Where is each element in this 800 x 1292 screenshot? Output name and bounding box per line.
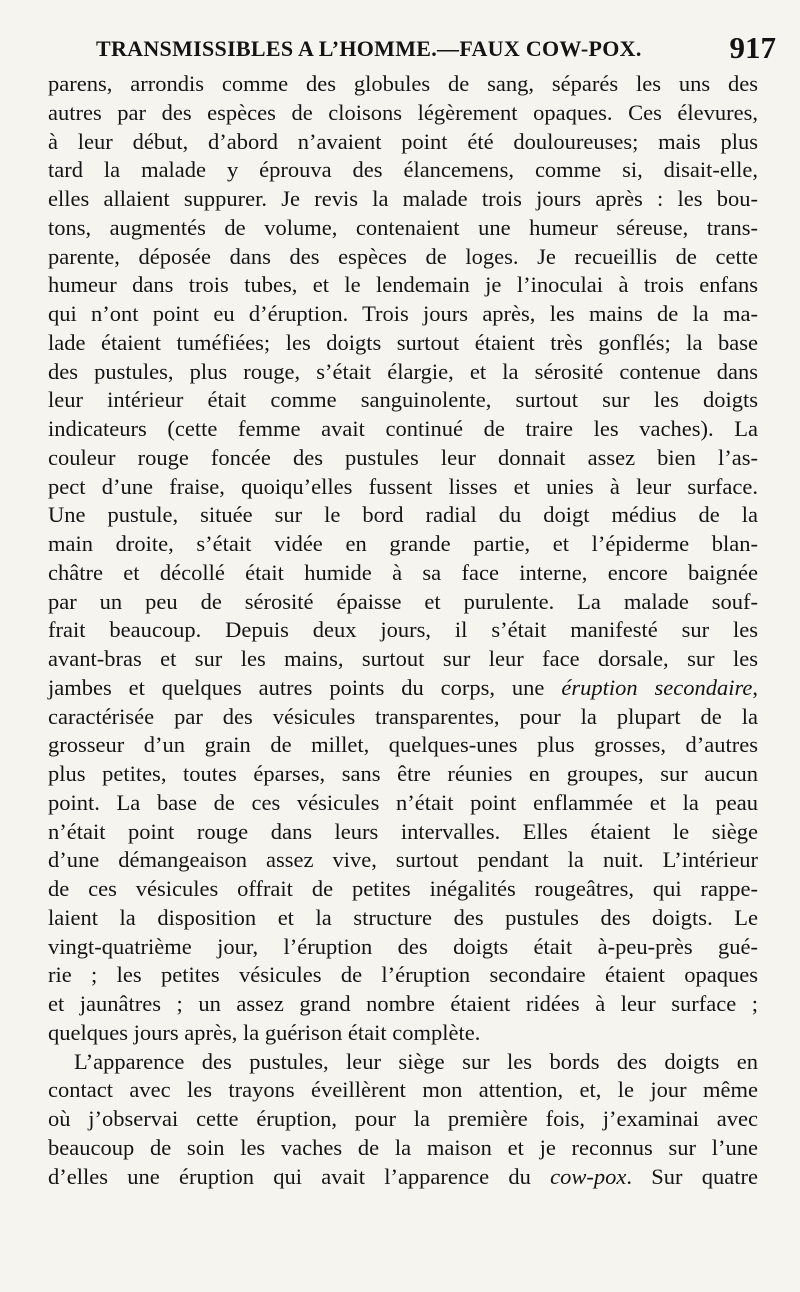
text-line: où j’observai cette éruption, pour la première fois, j’examinai avec: [48, 1106, 758, 1131]
text-line: et jaunâtres ; un assez grand nombre étaient ridées à leur surface ;: [48, 991, 758, 1016]
text-line: indicateurs (cette femme avait continué de traire les vaches). La: [48, 416, 758, 441]
text-line: des pustules, plus rouge, s’était élargie, et la sérosité contenue dans: [48, 358, 758, 384]
text-line: grosseur d’un grain de millet, quelques-unes plus grosses, d’autres: [48, 732, 758, 758]
text-line: lade étaient tuméfiées; les doigts surtout étaient très gonflés; la base: [48, 329, 758, 355]
text-line-with-italic: [48, 1163, 758, 1192]
text-line: Une pustule, située sur le bord radial du doigt médius de la: [48, 502, 758, 528]
text-line: pect d’une fraise, quoiqu’elles fussent lisses et unies à leur surface.: [48, 473, 758, 499]
text-line-with-italic: [48, 674, 758, 703]
text-line: tons, augmentés de volume, contenaient une humeur séreuse, trans-: [48, 214, 758, 240]
line-text-after: . Sur quatre: [626, 1163, 758, 1189]
text-line: parens, arrondis comme des globules de sang, séparés les uns des: [48, 71, 758, 96]
text-line: par un peu de sérosité épaisse et purulente. La malade souf-: [48, 588, 758, 614]
text-line: frait beaucoup. Depuis deux jours, il s’était manifesté sur les: [48, 617, 758, 643]
text-line: d’une démangeaison assez vive, surtout pendant la nuit. L’intérieur: [48, 847, 758, 873]
text-line: plus petites, toutes éparses, sans être réunies en groupes, sur aucun: [48, 761, 758, 786]
line-text-before: jambes et quelques autres points du corps, une: [48, 674, 562, 700]
text-line: à leur début, d’abord n’avaient point été douloureuses; mais plus: [48, 128, 758, 154]
running-title: TRANSMISSIBLES A L’HOMME.—FAUX COW-POX.: [96, 36, 642, 61]
text-line: qui n’ont point eu d’éruption. Trois jours après, les mains de la ma-: [48, 301, 758, 326]
text-line: autres par des espèces de cloisons légèrement opaques. Ces élevures,: [48, 99, 758, 125]
text-line: rie ; les petites vésicules de l’éruption secondaire étaient opaques: [48, 962, 758, 988]
text-line: couleur rouge foncée des pustules leur donnait assez bien l’as-: [48, 444, 758, 470]
text-line: elles allaient suppurer. Je revis la malade trois jours après : les bou-: [48, 186, 758, 211]
line-text-before: d’elles une éruption qui avait l’apparence du: [48, 1163, 551, 1189]
line-text-after: ,: [752, 674, 758, 700]
italic-term: éruption secondaire: [561, 674, 753, 700]
page-header: [96, 30, 776, 70]
text-line: vingt-quatrième jour, l’éruption des doigts était à-peu-près gué-: [48, 933, 758, 959]
text-line: n’était point rouge dans leurs intervalles. Elles étaient le siège: [48, 818, 758, 844]
page-number: 917: [729, 30, 776, 65]
text-line: avant-bras et sur les mains, surtout sur leur face dorsale, sur les: [48, 646, 758, 671]
text-line: parente, déposée dans des espèces de loges. Je recueillis de cette: [48, 243, 758, 269]
text-line: point. La base de ces vésicules n’était point enflammée et la peau: [48, 789, 758, 815]
text-line: quelques jours après, la guérison était complète.: [48, 1019, 481, 1045]
text-line: laient la disposition et la structure des pustules des doigts. Le: [48, 904, 758, 930]
text-line: beaucoup de soin les vaches de la maison et je reconnus sur l’une: [48, 1134, 758, 1160]
text-line: caractérisée par des vésicules transparentes, pour la plupart de la: [48, 703, 758, 729]
text-line: châtre et décollé était humide à sa face interne, encore baignée: [48, 559, 758, 585]
text-line: de ces vésicules offrait de petites inégalités rougeâtres, qui rappe-: [48, 876, 758, 901]
text-line: contact avec les trayons éveillèrent mon attention, et, le jour même: [48, 1077, 758, 1103]
text-line: humeur dans trois tubes, et le lendemain je l’inoculai à trois enfans: [48, 272, 758, 298]
italic-term: cow-pox: [550, 1163, 627, 1189]
body-text: [48, 70, 758, 1191]
text-line: leur intérieur était comme sanguinolente, surtout sur les doigts: [48, 387, 758, 413]
text-line: tard la malade y éprouva des élancemens, comme si, disait-elle,: [48, 157, 758, 183]
text-line-paragraph-start: L’apparence des pustules, leur siège sur les bords des doigts en: [74, 1048, 758, 1074]
text-line: main droite, s’était vidée en grande partie, et l’épiderme blan-: [48, 531, 758, 556]
